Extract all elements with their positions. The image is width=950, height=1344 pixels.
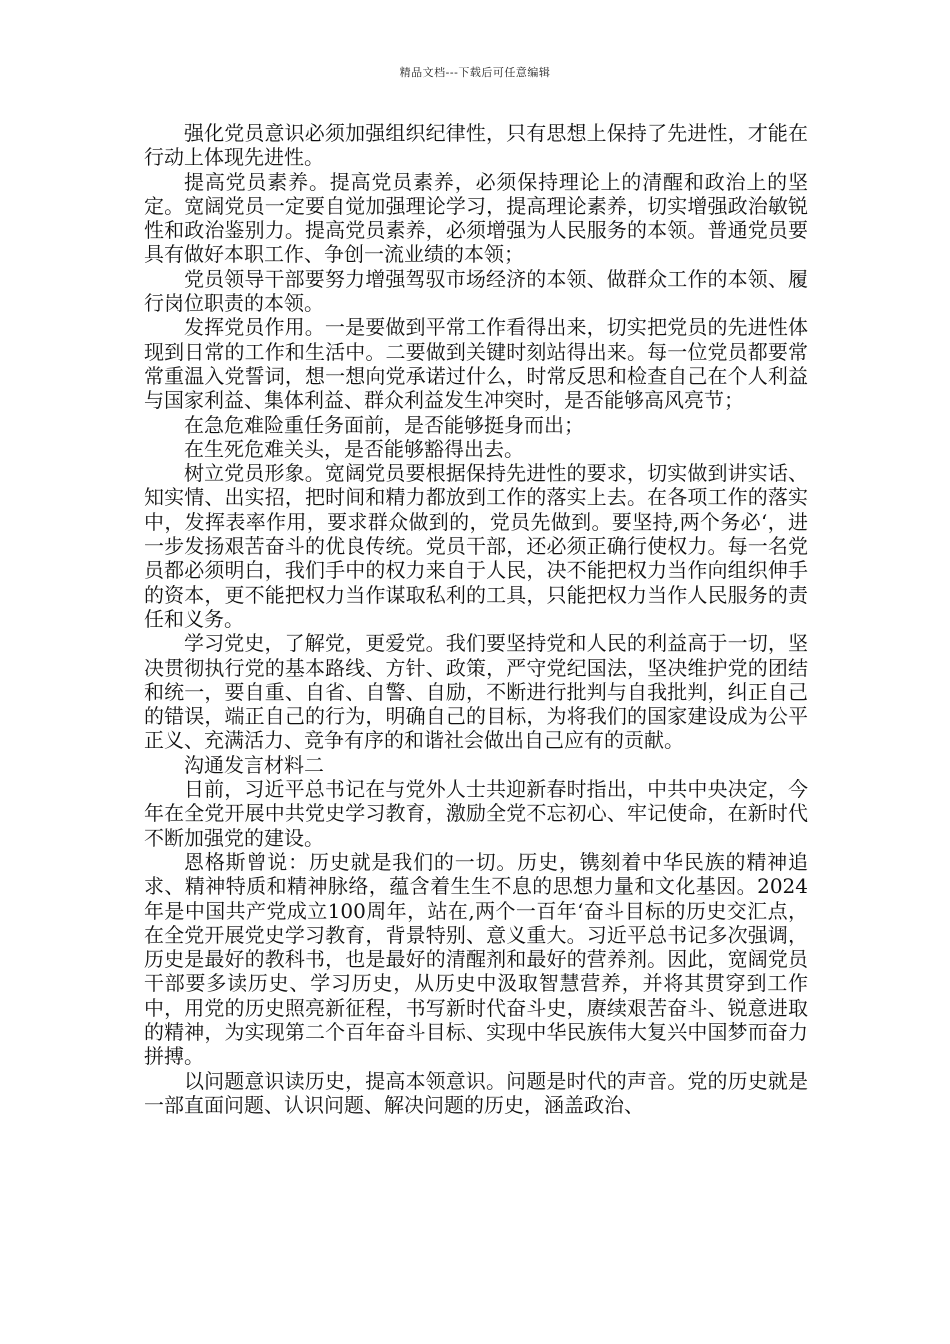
paragraph: 日前，习近平总书记在与党外人士共迎新春时指出，中共中央决定，今年在全党开展中共党史学习教育，激励全党不忘初心、牢记使命，在新时代不断加强党的建设。	[144, 777, 808, 850]
document-body	[144, 121, 808, 1117]
paragraph: 学习党史，了解党，更爱党。我们要坚持党和人民的利益高于一切，坚决贯彻执行党的基本路线、方针、政策，严守党纪国法，坚决维护党的团结和统一，要自重、自省、自警、自励，不断进行批判与自我批判，纠正自己的错误，端正自己的行为，明确自己的目标，为将我们的国家建设成为公平正义、充满活力、竞争有序的和谐社会做出自己应有的贡献。	[144, 631, 808, 753]
paragraph: 恩格斯曾说：历史就是我们的一切。历史，镌刻着中华民族的精神追求、精神特质和精神脉络，蕴含着生生不息的思想力量和文化基因。2024年是中国共产党成立100周年，站在,两个一百年‘奋斗目标的历史交汇点，在全党开展党史学习教育，背景特别、意义重大。习近平总书记多次强调，历史是最好的教科书，也是最好的清醒剂和最好的营养剂。因此，宽阔党员干部要多读历史、学习历史，从历史中汲取智慧营养，并将其贯穿到工作中，用党的历史照亮新征程，书写新时代奋斗史，赓续艰苦奋斗、锐意进取的精神，为实现第二个百年奋斗目标、实现中华民族伟大复兴中国梦而奋力拼搏。	[144, 849, 808, 1069]
paragraph: 发挥党员作用。一是要做到平常工作看得出来，切实把党员的先进性体现到日常的工作和生活中。二要做到关键时刻站得出来。每一位党员都要常常重温入党誓词，想一想向党承诺过什么，时常反思和检查自己在个人利益与国家利益、集体利益、群众利益发生冲突时，是否能够高风亮节；	[144, 315, 808, 413]
paragraph: 树立党员形象。宽阔党员要根据保持先进性的要求，切实做到讲实话、知实情、出实招，把时间和精力都放到工作的落实上去。在各项工作的落实中，发挥表率作用，要求群众做到的，党员先做到。要坚持,两个务必‘，进一步发扬艰苦奋斗的优良传统。党员干部，还必须正确行使权力。每一名党员都必须明白，我们手中的权力来自于人民，决不能把权力当作向组织伸手的资本，更不能把权力当作谋取私利的工具，只能把权力当作人民服务的责任和义务。	[144, 461, 808, 631]
page-header: 精品文档---下载后可任意编辑	[399, 66, 551, 79]
paragraph: 提高党员素养。提高党员素养，必须保持理论上的清醒和政治上的坚定。宽阔党员一定要自觉加强理论学习，提高理论素养，切实增强政治敏锐性和政治鉴别力。提高党员素养，必须增强为人民服务的本领。普通党员要具有做好本职工作、争创一流业绩的本领；	[144, 169, 808, 267]
paragraph: 强化党员意识必须加强组织纪律性，只有思想上保持了先进性，才能在行动上体现先进性。	[144, 121, 808, 170]
paragraph: 在生死危难关头，是否能够豁得出去。	[184, 436, 524, 461]
paragraph: 在急危难险重任务面前，是否能够挺身而出；	[184, 412, 584, 437]
paragraph: 以问题意识读历史，提高本领意识。问题是时代的声音。党的历史就是一部直面问题、认识问题、解决问题的历史，涵盖政治、	[144, 1068, 808, 1117]
paragraph: 党员领导干部要努力增强驾驭市场经济的本领、做群众工作的本领、履行岗位职责的本领。	[144, 266, 808, 316]
section-heading: 沟通发言材料二	[184, 752, 324, 777]
